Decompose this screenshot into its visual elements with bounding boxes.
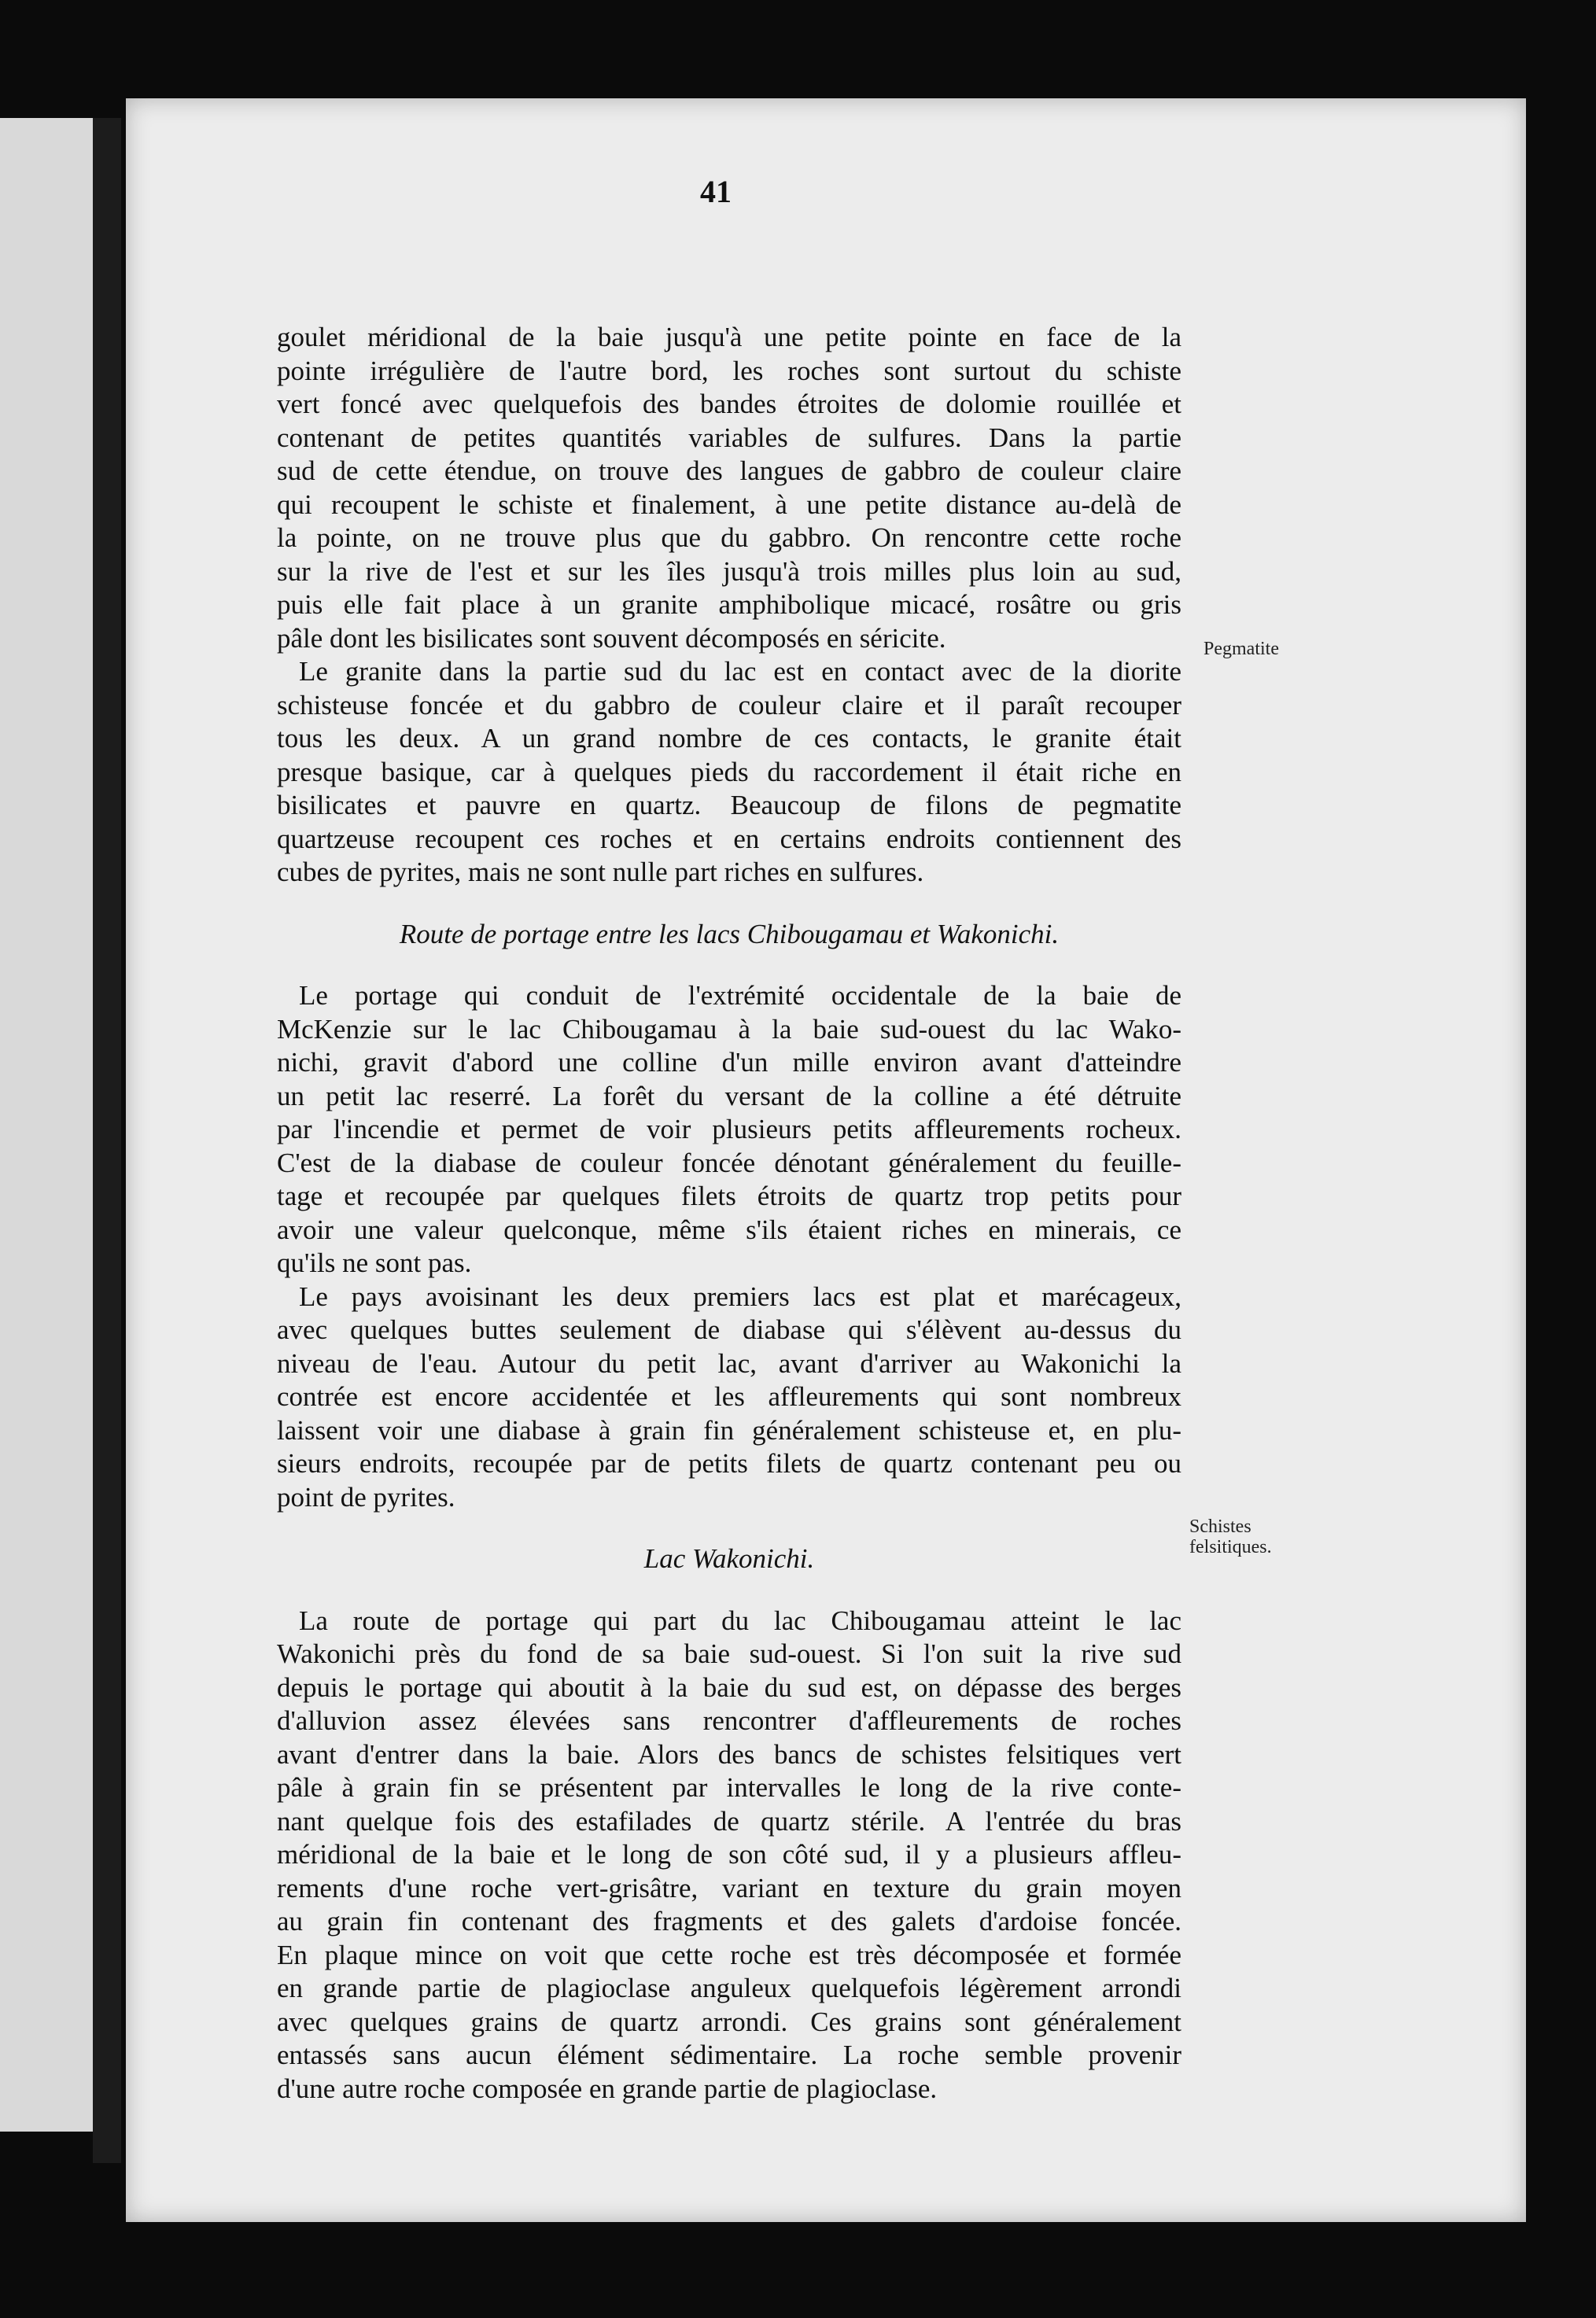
text-line: Le pays avoisinant les deux premiers lacs est plat et marécageux, (299, 1281, 1181, 1312)
text-line: Wakonichi près du fond de sa baie sud-ouest. Si l'on suit la rive sud (277, 1638, 1181, 1669)
text-line: nant quelque fois des estafilades de quartz stérile. A l'entrée du bras (277, 1805, 1181, 1837)
text-line: En plaque mince on voit que cette roche est très décomposée et formée (277, 1939, 1181, 1970)
text-line: point de pyrites. (277, 1481, 455, 1513)
text-line: pâle dont les bisilicates sont souvent décomposés en séricite. (277, 622, 946, 654)
text-line: vert foncé avec quelquefois des bandes étroites de dolomie rouillée et (277, 389, 1181, 419)
margin-note-schistes (1189, 1516, 1272, 1557)
text-line: rements d'une roche vert-grisâtre, variant en texture du grain moyen (277, 1872, 1181, 1903)
text-line: C'est de la diabase de couleur foncée dénotant généralement du feuille- (277, 1147, 1181, 1178)
text-line: sur la rive de l'est et sur les îles jusqu'à trois milles plus loin au sud, (277, 555, 1181, 587)
text-line: entassés sans aucun élément sédimentaire. La roche semble provenir (277, 2040, 1181, 2070)
text-line: tage et recoupée par quelques filets étroits de quartz trop petits pour (277, 1181, 1181, 1211)
text-line: Le granite dans la partie sud du lac est en contact avec de la diorite (299, 656, 1181, 687)
left-facing-page (0, 118, 96, 2132)
section-heading-lac-wakonichi: Lac Wakonichi. (643, 1543, 815, 1574)
paragraph-1 (277, 321, 1181, 655)
text-line: pointe irrégulière de l'autre bord, les roches sont surtout du schiste (277, 355, 1181, 386)
text-line: Le portage qui conduit de l'extrémité occidentale de la baie de (299, 980, 1181, 1011)
text-line: d'alluvion assez élevées sans rencontrer d'affleurements de roches (277, 1705, 1181, 1736)
paragraph-5 (277, 1605, 1181, 2106)
margin-note-pegmatite: Pegmatite (1203, 639, 1279, 659)
text-line: avant d'entrer dans la baie. Alors des bancs de schistes felsitiques vert (277, 1738, 1181, 1770)
book-gutter (93, 118, 121, 2163)
text-line: contenant de petites quantités variables de sulfures. Dans la partie (277, 422, 1181, 453)
margin-note-line: Schistes (1189, 1516, 1251, 1537)
text-line: depuis le portage qui aboutit à la baie du sud est, on dépasse des berges (277, 1671, 1181, 1703)
body-text (277, 321, 1181, 2106)
text-line: au grain fin contenant des fragments et des galets d'ardoise foncée. (277, 1906, 1181, 1937)
text-line: La route de portage qui part du lac Chibougamau atteint le lac (299, 1605, 1181, 1636)
text-line: nichi, gravit d'abord une colline d'un mille environ avant d'atteindre (277, 1047, 1181, 1078)
text-line: avec quelques grains de quartz arrondi. Ces grains sont généralement (277, 2006, 1181, 2037)
text-line: niveau de l'eau. Autour du petit lac, avant d'arriver au Wakonichi la (277, 1347, 1181, 1379)
paragraph-2 (277, 655, 1181, 890)
text-line: laissent voir une diabase à grain fin généralement schisteuse et, en plu- (277, 1414, 1181, 1446)
text-line: pâle à grain fin se présentent par intervalles le long de la rive conte- (277, 1772, 1181, 1803)
text-line: presque basique, car à quelques pieds du raccordement il était riche en (277, 756, 1181, 787)
text-line: par l'incendie et permet de voir plusieurs petits affleurements rocheux. (277, 1114, 1181, 1144)
text-line: un petit lac reserré. La forêt du versant de la colline a été détruite (277, 1080, 1181, 1111)
text-line: quartzeuse recoupent ces roches et en certains endroits contiennent des (277, 823, 1181, 854)
text-line: en grande partie de plagioclase anguleux quelquefois légèrement arrondi (277, 1973, 1181, 2003)
text-line: bisilicates et pauvre en quartz. Beaucoup de filons de pegmatite (277, 790, 1181, 820)
text-line: qui recoupent le schiste et finalement, à une petite distance au-delà de (277, 488, 1181, 520)
paragraph-3 (277, 979, 1181, 1281)
section-heading-route-portage: Route de portage entre les lacs Chibougamau et Wakonichi. (399, 918, 1060, 949)
text-line: avoir une valeur quelconque, même s'ils étaient riches en minerais, ce (277, 1214, 1181, 1245)
text-line: avec quelques buttes seulement de diabase qui s'élèvent au-dessus du (277, 1314, 1181, 1345)
page-number: 41 (700, 174, 732, 209)
text-line: goulet méridional de la baie jusqu'à une petite pointe en face de la (277, 322, 1181, 352)
text-line: schisteuse foncée et du gabbro de couleur claire et il paraît recouper (277, 689, 1181, 720)
paragraph-4 (277, 1281, 1181, 1515)
margin-note-line: felsitiques. (1189, 1537, 1272, 1557)
text-line: tous les deux. A un grand nombre de ces contacts, le granite était (277, 723, 1181, 754)
text-line: cubes de pyrites, mais ne sont nulle part riches en sulfures. (277, 857, 924, 887)
text-line: sud de cette étendue, on trouve des langues de gabbro de couleur claire (277, 455, 1181, 486)
text-line: méridional de la baie et le long de son côté sud, il y a plusieurs affleu- (277, 1839, 1181, 1870)
text-line: sieurs endroits, recoupée par de petits filets de quartz contenant peu ou (277, 1448, 1181, 1479)
text-line: McKenzie sur le lac Chibougamau à la baie sud-ouest du lac Wako- (277, 1013, 1181, 1045)
text-line: la pointe, on ne trouve plus que du gabbro. On rencontre cette roche (277, 522, 1181, 553)
text-line: contrée est encore accidentée et les affleurements qui sont nombreux (277, 1381, 1181, 1412)
text-line: puis elle fait place à un granite amphibolique micacé, rosâtre ou gris (277, 589, 1181, 620)
text-line: d'une autre roche composée en grande partie de plagioclase. (277, 2073, 938, 2104)
text-line: qu'ils ne sont pas. (277, 1247, 472, 1278)
